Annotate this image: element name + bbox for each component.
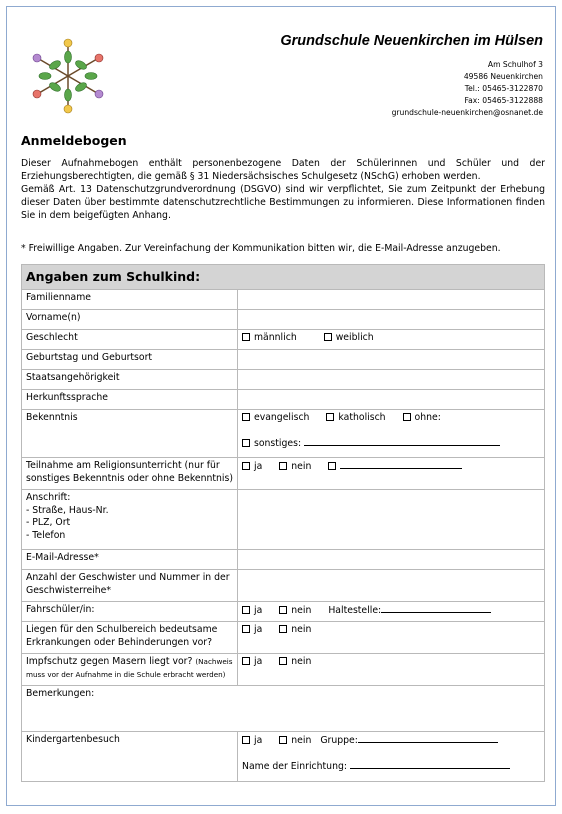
checkbox-icon[interactable] [242,462,250,470]
address-street: Am Schulhof 3 [487,60,543,69]
page-title: Anmeldebogen [21,133,127,148]
option-label: katholisch [338,412,386,423]
label-vornamen: Vorname(n) [22,310,238,330]
option-label: nein [291,624,312,635]
label-staatsangehoerigkeit: Staatsangehörigkeit [22,370,238,390]
option-ja[interactable] [242,461,262,474]
intro-paragraph-2: Gemäß Art. 13 Datenschutzgrundverordnung (DSGVO) sind wir verpflichtet, Sie zum Zeitpunkt der Erhebung dieser Daten über bestimmte datenschutzrechtliche Bestimmungen zu informieren. Diese Informationen finden Sie in dem beigefügten Anhang. [21,184,545,221]
intro-text [21,157,545,222]
label-impfschutz [22,654,238,686]
option-other[interactable] [328,461,462,472]
option-weiblich[interactable] [324,332,374,345]
label-erkrankungen: Liegen für den Schulbereich bedeutsame Erkrankungen oder Behinderungen vor? [22,622,238,654]
intro-paragraph-1: Dieser Aufnahmebogen enthält personenbezogene Daten der Schülerinnen und Schüler und der Erziehungsberechtigten, die gemäß § 31 Niedersächsisches Schulgesetz (NSchG) erhoben werden. [21,158,545,182]
sonstiges-line[interactable] [304,437,500,446]
field-geschlecht [238,330,545,350]
field-email[interactable] [238,550,545,570]
option-label: nein [291,461,312,472]
option-label: ja [254,624,263,635]
option-evangelisch[interactable] [242,412,309,425]
option-ja[interactable] [242,656,262,669]
option-katholisch[interactable] [326,412,385,425]
checkbox-icon[interactable] [279,462,287,470]
anschrift-line-2: - PLZ, Ort [26,517,71,528]
field-anschrift[interactable] [238,490,545,550]
label-anschrift [22,490,238,550]
option-label: ja [254,735,263,746]
label-bemerkungen: Bemerkungen: [26,688,95,699]
school-address [392,59,543,119]
address-city: 49586 Neuenkirchen [463,72,543,81]
field-impfschutz [238,654,545,686]
anschrift-line-1: - Straße, Haus-Nr. [26,504,109,516]
einrichtung-label: Name der Einrichtung: [242,760,348,772]
other-line[interactable] [340,460,462,469]
checkbox-icon[interactable] [242,736,250,744]
checkbox-icon[interactable] [242,657,250,665]
field-bemerkungen[interactable] [22,686,545,732]
label-geschwister: Anzahl der Geschwister und Nummer in der Geschwisterreihe* [22,570,238,602]
field-geburtstag[interactable] [238,350,545,370]
child-data-table [21,264,545,782]
field-bekenntnis [238,410,545,458]
option-ja[interactable] [242,624,262,637]
haltestelle-label: Haltestelle: [328,605,382,616]
form-page [6,6,556,806]
impfschutz-note: (Nachweis muss vor der Aufnahme in die Schule erbracht werden) [26,657,233,679]
option-label: nein [291,735,312,746]
gruppe-label: Gruppe: [320,735,358,746]
label-kindergarten: Kindergartenbesuch [22,732,238,782]
checkbox-icon[interactable] [279,736,287,744]
option-ja[interactable] [242,605,262,618]
label-bekenntnis: Bekenntnis [22,410,238,458]
haltestelle-line[interactable] [381,604,491,613]
label-geburtstag: Geburtstag und Geburtsort [22,350,238,370]
option-label: sonstiges: [254,437,302,449]
option-label: ja [254,656,263,667]
label-geschlecht: Geschlecht [22,330,238,350]
checkbox-icon[interactable] [279,606,287,614]
checkbox-icon[interactable] [324,333,332,341]
option-ohne[interactable] [403,412,441,425]
field-geschwister[interactable] [238,570,545,602]
field-herkunftssprache[interactable] [238,390,545,410]
checkbox-icon[interactable] [242,625,250,633]
field-staatsangehoerigkeit[interactable] [238,370,545,390]
voluntary-note: * Freiwillige Angaben. Zur Vereinfachung der Kommunikation bitten wir, die E-Mail-Adresse anzugeben. [21,243,501,254]
checkbox-icon[interactable] [242,333,250,341]
address-email: grundschule-neuenkirchen@osnanet.de [391,108,543,117]
option-nein[interactable] [279,735,311,748]
label-email: E-Mail-Adresse* [22,550,238,570]
option-maennlich[interactable] [242,332,297,345]
checkbox-icon[interactable] [242,606,250,614]
einrichtung-line[interactable] [350,760,510,769]
option-label: ja [254,605,263,616]
label-herkunftssprache: Herkunftssprache [22,390,238,410]
anschrift-heading: Anschrift: [26,492,71,503]
option-nein[interactable] [279,624,311,637]
label-religionsunterricht: Teilnahme am Religionsunterricht (nur für sonstiges Bekenntnis oder ohne Bekenntnis) [22,458,238,490]
option-label: nein [291,605,312,616]
field-vornamen[interactable] [238,310,545,330]
option-label: nein [291,656,312,667]
field-erkrankungen [238,622,545,654]
label-familienname: Familienname [22,290,238,310]
field-kindergarten [238,732,545,782]
checkbox-icon[interactable] [279,625,287,633]
field-fahrschueler [238,602,545,622]
field-religionsunterricht [238,458,545,490]
school-name: Grundschule Neuenkirchen im Hülsen [280,33,543,49]
option-nein[interactable] [279,461,311,474]
address-fax: Fax: 05465-3122888 [464,96,543,105]
option-label: evangelisch [254,412,310,423]
option-label: ja [254,461,263,472]
impfschutz-question: Impfschutz gegen Masern liegt vor? [26,656,193,667]
option-label: ohne: [414,412,441,423]
option-sonstiges[interactable] [242,438,500,449]
checkbox-icon[interactable] [328,462,336,470]
checkbox-icon[interactable] [403,413,411,421]
school-logo-icon [25,35,111,117]
option-label: weiblich [335,332,374,343]
option-label: männlich [254,332,297,343]
address-phone: Tel.: 05465-3122870 [464,84,543,93]
checkbox-icon[interactable] [242,439,250,447]
section-title: Angaben zum Schulkind: [22,265,545,290]
option-ja[interactable] [242,735,262,748]
field-familienname[interactable] [238,290,545,310]
label-fahrschueler: Fahrschüler/in: [22,602,238,622]
checkbox-icon[interactable] [242,413,250,421]
option-nein[interactable] [279,656,311,669]
gruppe-line[interactable] [358,734,498,743]
checkbox-icon[interactable] [326,413,334,421]
option-nein[interactable] [279,605,311,618]
anschrift-line-3: - Telefon [26,529,66,541]
checkbox-icon[interactable] [279,657,287,665]
